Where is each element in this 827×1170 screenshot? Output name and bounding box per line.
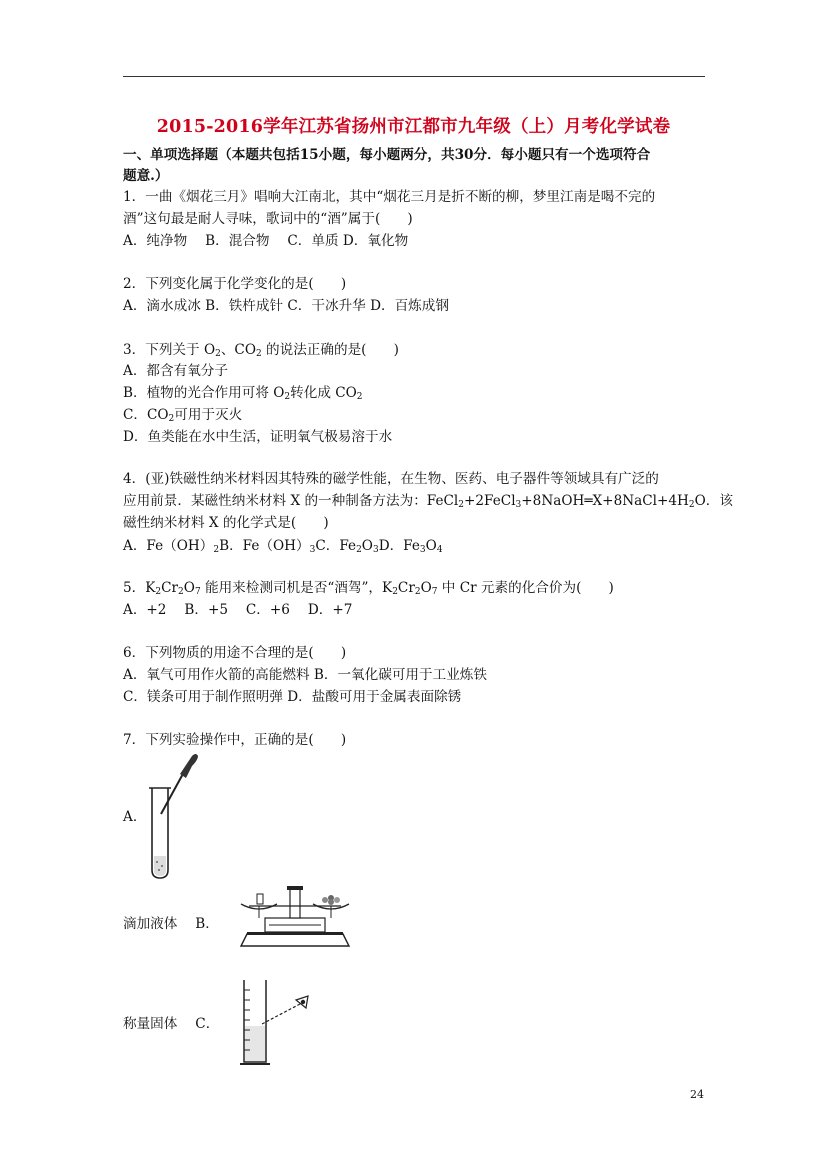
q4-stem-line3: 磁性纳米材料 X 的化学式是( ) — [123, 515, 329, 531]
q3-stem: 3．下列关于 $O_2$、$CO_2$ 的说法正确的是( ) — [123, 342, 399, 359]
q1-stem-line2: 酒”这句最是耐人寻味，歌词中的“酒”属于( ) — [123, 211, 413, 227]
graduated-cylinder-eye-icon — [236, 976, 326, 1072]
q4-stem-line2: 应用前景．某磁性纳米材料 X 的一种制备方法为：$FeCl_2+2FeCl_3+8NaOH═X+8NaCl+4H_2O$．该 — [123, 493, 733, 510]
q6-stem: 6．下列物质的用途不合理的是( ) — [123, 645, 347, 661]
dropper-test-tube-icon — [140, 752, 200, 882]
q2-stem: 2．下列变化属于化学变化的是( ) — [123, 276, 347, 292]
q7-label-a: A． — [123, 809, 147, 825]
q3-option-c: C．$CO_2$可用于灭火 — [123, 407, 243, 424]
q1-options: A．纯净物 B．混合物 C．单质 D．氧化物 — [123, 233, 409, 249]
balance-scale-icon — [235, 884, 355, 954]
q6-options-cd: C．镁条可用于制作照明弹 D．盐酸可用于金属表面除锈 — [123, 689, 462, 705]
q7-stem: 7．下列实验操作中，正确的是( ) — [123, 732, 347, 748]
q3-option-a: A．都含有氧分子 — [123, 363, 228, 379]
q5-options: A．+2 B．+5 C．+6 D．+7 — [123, 602, 353, 618]
q7-caption-a: 滴加液体 B． — [123, 916, 219, 932]
q5-stem: 5．$K_2Cr_2O_7$ 能用来检测司机是否“酒驾”，$K_2Cr_2O_7$ 中 Cr 元素的化合价为( ) — [123, 580, 614, 597]
section-heading-line1: 一、单项选择题（本题共包括15小题，每小题两分，共30分．每小题只有一个选项符合 — [123, 147, 651, 163]
q2-options: A．滴水成冰 B．铁杵成针 C．干冰升华 D．百炼成钢 — [123, 298, 449, 314]
q3-option-d: D．鱼类能在水中生活，证明氧气极易溶于水 — [123, 429, 393, 445]
q7-caption-b: 称量固体 C． — [123, 1016, 220, 1032]
section-heading-line2: 题意.） — [123, 168, 169, 184]
q4-stem-line1: 4．(亚)铁磁性纳米材料因其特殊的磁学性能，在生物、医药、电子器件等领域具有广泛的 — [123, 471, 659, 487]
page-title: 2015-2016学年江苏省扬州市江都市九年级（上）月考化学试卷 — [156, 117, 671, 137]
q4-options: A．$Fe(OH)_2B$．$Fe(OH)_3C$．$Fe_2O_3D$．$Fe_3O_4$ — [123, 538, 443, 555]
q3-option-b: B．植物的光合作用可将 $O_2$转化成 $CO_2$ — [123, 385, 363, 402]
header-rule — [123, 76, 705, 77]
q1-stem-line1: 1．一曲《烟花三月》唱响大江南北，其中“烟花三月是折不断的柳，梦里江南是喝不完的 — [123, 189, 656, 205]
q6-options-ab: A．氧气可用作火箭的高能燃料 B．一氧化碳可用于工业炼铁 — [123, 667, 487, 683]
page-number: 24 — [690, 1088, 704, 1101]
